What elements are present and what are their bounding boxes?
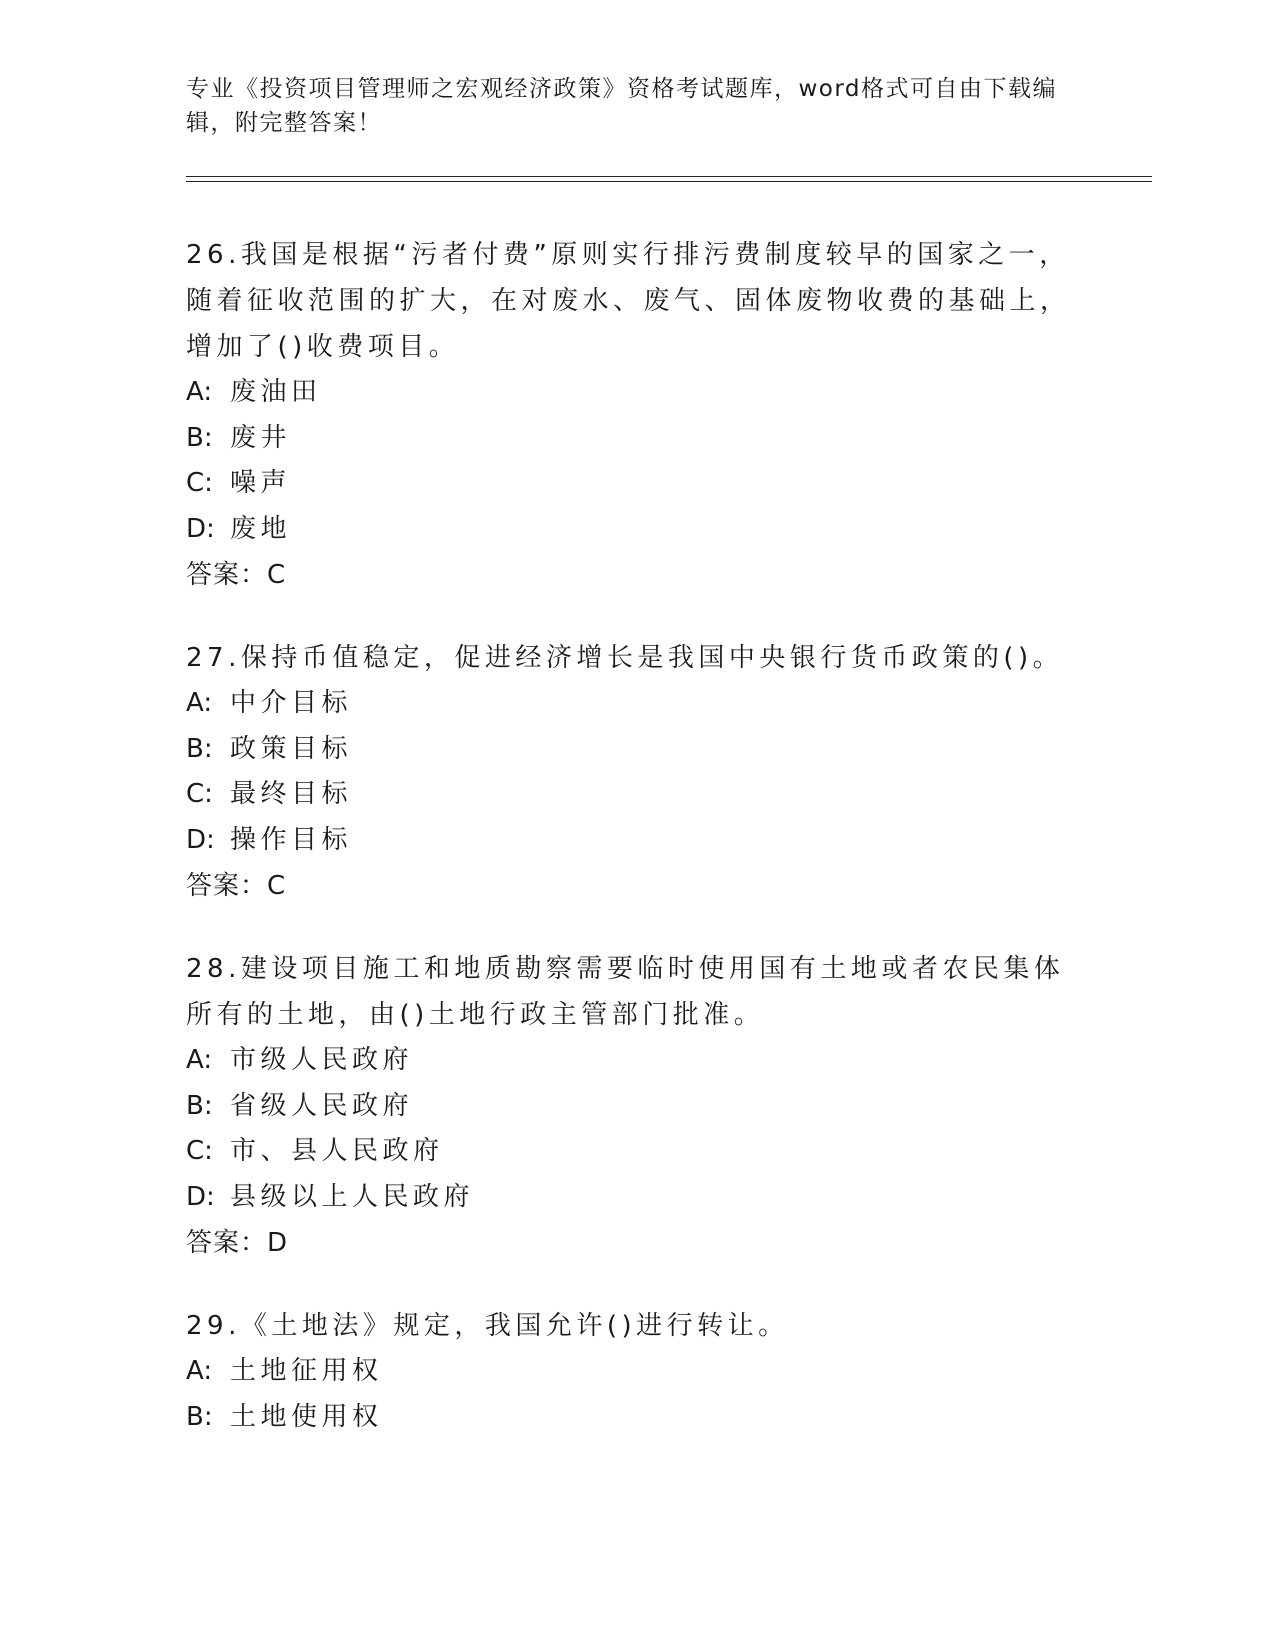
option-text: 县级以上人民政府: [230, 1181, 475, 1212]
option-a: [186, 1038, 1086, 1084]
question-28: [186, 946, 1086, 1266]
option-text: 废油田: [230, 377, 322, 407]
option-letter: B:: [186, 733, 213, 764]
question-text: 29.《土地法》规定，我国允许()进行转让。: [186, 1311, 789, 1341]
option-letter: C:: [186, 468, 213, 498]
question-text: 26.我国是根据“污者付费”原则实行排污费制度较早的国家之一，随着征收范围的扩大，在对废水、废气、固体废物收费的基础上，增加了()收费项目。: [186, 240, 1071, 362]
option-d: [186, 507, 1086, 553]
question-text: 27.保持币值稳定，促进经济增长是我国中央银行货币政策的()。: [186, 643, 1064, 673]
option-b: [186, 416, 1086, 462]
option-text: 土地使用权: [230, 1401, 383, 1432]
option-text: 废井: [230, 422, 292, 453]
option-text: 土地征用权: [230, 1356, 383, 1386]
option-a: [186, 1349, 1086, 1395]
option-letter: D:: [186, 513, 215, 544]
option-letter: A:: [186, 1356, 213, 1386]
option-letter: C:: [186, 1136, 213, 1166]
option-text: 操作目标: [230, 824, 353, 855]
option-text: 市、县人民政府: [230, 1136, 444, 1166]
option-b: [186, 1395, 1086, 1441]
option-c: [186, 461, 1086, 507]
option-b: [186, 1084, 1086, 1130]
answer-text: 答案：D: [186, 1228, 289, 1258]
option-b: [186, 727, 1086, 773]
option-letter: B:: [186, 1401, 213, 1432]
question-29: [186, 1303, 1086, 1440]
question-list: [186, 232, 1086, 1477]
option-c: [186, 772, 1086, 818]
option-text: 废地: [230, 513, 292, 544]
option-letter: A:: [186, 377, 213, 407]
option-c: [186, 1129, 1086, 1175]
option-letter: B:: [186, 422, 213, 453]
document-header: 专业《投资项目管理师之宏观经济政策》资格考试题库，word格式可自由下载编辑，附完整答案！: [186, 76, 1058, 136]
answer-text: 答案：C: [186, 560, 287, 590]
header-rule-bottom: [186, 181, 1152, 182]
option-d: [186, 1175, 1086, 1221]
option-text: 中介目标: [230, 688, 353, 718]
option-letter: C:: [186, 779, 213, 809]
option-text: 最终目标: [230, 779, 353, 809]
option-letter: A:: [186, 1045, 213, 1075]
option-d: [186, 818, 1086, 864]
option-text: 省级人民政府: [230, 1090, 414, 1121]
option-text: 政策目标: [230, 733, 353, 764]
option-a: [186, 681, 1086, 727]
header-rule-top: [186, 176, 1152, 177]
option-letter: D:: [186, 1181, 215, 1212]
answer-text: 答案：C: [186, 871, 287, 901]
option-text: 噪声: [230, 468, 292, 498]
option-letter: B:: [186, 1090, 213, 1121]
question-text: 28.建设项目施工和地质勘察需要临时使用国有土地或者农民集体所有的土地，由()土地行政主管部门批准。: [186, 954, 1065, 1030]
question-27: [186, 635, 1086, 909]
option-text: 市级人民政府: [230, 1045, 414, 1075]
option-letter: A:: [186, 688, 213, 718]
question-26: [186, 232, 1086, 598]
option-letter: D:: [186, 824, 215, 855]
option-a: [186, 370, 1086, 416]
